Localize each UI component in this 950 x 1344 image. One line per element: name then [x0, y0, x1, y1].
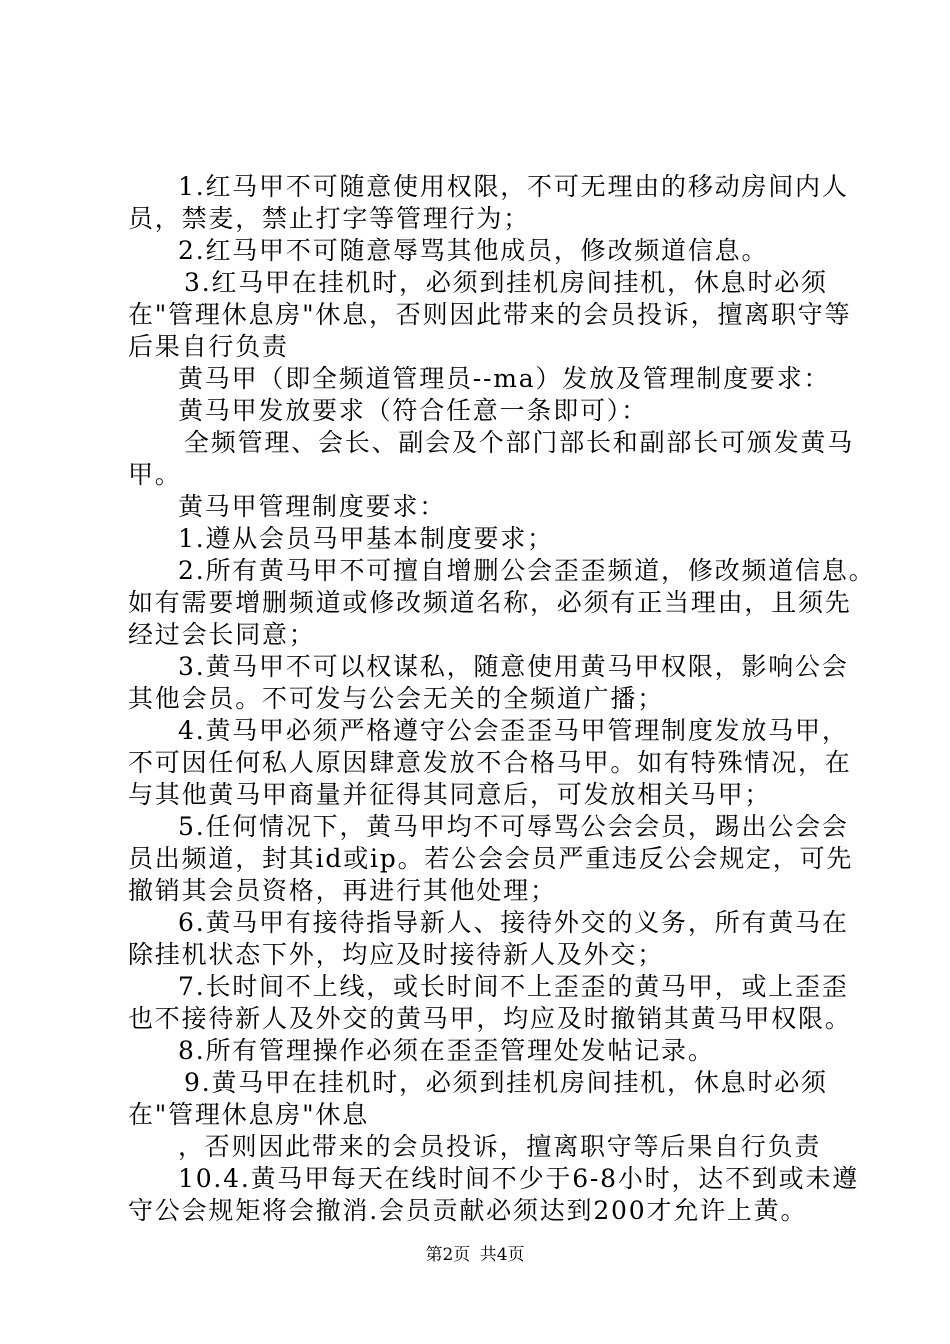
paragraph-line: 也不接待新人及外交的黄马甲，均应及时撤销其黄马甲权限。: [128, 1004, 852, 1033]
paragraph-line: 守公会规矩将会撤消.会员贡献必须达到200才允许上黄。: [128, 1196, 808, 1225]
paragraph-line: 黄马甲管理制度要求：: [178, 492, 447, 521]
page-total: 共4页: [479, 1245, 525, 1265]
paragraph-line: 除挂机状态下外，均应及时接待新人及外交；: [128, 940, 665, 969]
paragraph-line: 员出频道，封其id或ip。若公会会员严重违反公会规定，可先: [128, 844, 854, 873]
paragraph-line: 9.黄马甲在挂机时，必须到挂机房间挂机，休息时必须: [184, 1068, 828, 1097]
paragraph-line: 其他会员。不可发与公会无关的全频道广播；: [128, 684, 665, 713]
paragraph-line: 撤销其会员资格，再进行其他处理；: [128, 876, 557, 905]
paragraph-line: 6.黄马甲有接待指导新人、接待外交的义务，所有黄马在: [178, 908, 849, 937]
paragraph-line: 10.4.黄马甲每天在线时间不少于6-8小时，达不到或未遵: [178, 1164, 860, 1193]
paragraph-line: 员，禁麦，禁止打字等管理行为；: [128, 204, 531, 233]
paragraph-line: 在"管理休息房"休息，否则因此带来的会员投诉，擅离职守等: [128, 300, 852, 329]
paragraph-line: 3.红马甲在挂机时，必须到挂机房间挂机，休息时必须: [184, 268, 828, 297]
page-footer: [0, 1244, 950, 1266]
paragraph-line: 1.红马甲不可随意使用权限，不可无理由的移动房间内人: [178, 172, 849, 201]
paragraph-line: 后果自行负责: [128, 332, 289, 361]
paragraph-line: 2.红马甲不可随意辱骂其他成员，修改频道信息。: [178, 236, 769, 265]
paragraph-line: 3.黄马甲不可以权谋私，随意使用黄马甲权限，影响公会: [178, 652, 849, 681]
paragraph-line: 7.长时间不上线，或长时间不上歪歪的黄马甲，或上歪歪: [178, 972, 849, 1001]
paragraph-line: 5.任何情况下，黄马甲均不可辱骂公会会员，踢出公会会: [178, 812, 849, 841]
paragraph-line: 经过会长同意；: [128, 620, 316, 649]
paragraph-line: 甲。: [128, 460, 182, 489]
paragraph-line: 不可因任何私人原因肆意发放不合格马甲。如有特殊情况，在: [128, 748, 852, 777]
paragraph-line: 1.遵从会员马甲基本制度要求；: [178, 524, 554, 553]
page-number: 第2页: [425, 1245, 471, 1265]
paragraph-line: 如有需要增删频道或修改频道名称，必须有正当理由，且须先: [128, 588, 852, 617]
paragraph-line: ，否则因此带来的会员投诉，擅离职守等后果自行负责: [178, 1132, 822, 1161]
paragraph-line: 与其他黄马甲商量并征得其同意后，可发放相关马甲；: [128, 780, 772, 809]
paragraph-line: 在"管理休息房"休息: [128, 1100, 369, 1129]
paragraph-line: 全频管理、会长、副会及个部门部长和副部长可颁发黄马: [184, 428, 855, 457]
paragraph-line: 黄马甲（即全频道管理员--ma）发放及管理制度要求：: [178, 364, 831, 393]
paragraph-line: 8.所有管理操作必须在歪歪管理处发帖记录。: [178, 1036, 715, 1065]
paragraph-line: 2.所有黄马甲不可擅自增删公会歪歪频道，修改频道信息。: [178, 556, 876, 585]
paragraph-line: 4.黄马甲必须严格遵守公会歪歪马甲管理制度发放马甲，: [178, 716, 849, 745]
paragraph-line: 黄马甲发放要求（符合任意一条即可）：: [178, 396, 648, 425]
